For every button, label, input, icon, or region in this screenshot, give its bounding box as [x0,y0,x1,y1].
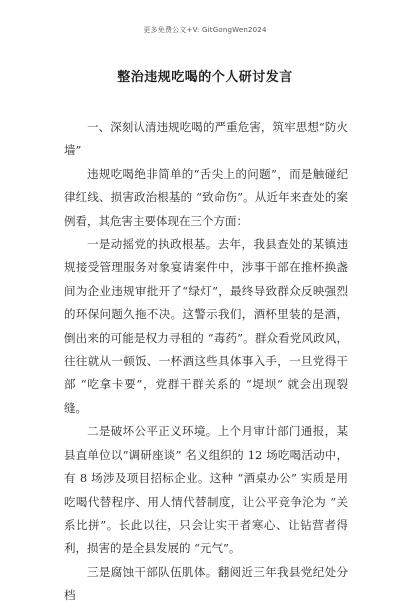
header-note: 更多免费公文+V: GitGongWen2024 [143,26,267,34]
paragraph: 一是动摇党的执政根基。去年，我县查处的某镇违规接受管理服务对象宴请案件中，涉事干部在推杯换盏间为企业违规审批开了“绿灯”，最终导致群众反映强烈的环保问题久拖不决。这警示我们，酒杯里装的是酒，倒出来的可能是权力寻租的 “毒药”。群众看党风政风，往往就从一顿饭、一杯酒这些具体事入手，一旦党得干部 “吃拿卡要”，党群干群关系的 “堤坝” 就会出现裂缝。 [64,237,348,415]
section-heading: 一、深刻认清违规吃喝的严重危害，筑牢思想“防火墙” [64,120,348,158]
document-body [64,116,348,608]
page-title: 整治违规吃喝的个人研讨发言 [117,70,293,85]
paragraph: 二是破坏公平正义环境。上个月审计部门通报，某县直单位以“调研座谈” 名义组织的 12 场吃喝活动中，有 8 场涉及项目招标企业。这种 “酒桌办公” 实质是用吃喝代替程序、用人情代替制度，让公平竞争沦为 “关系比拼”。长此以往，只会让实干者寒心、让钻营者得利，损害的是全县发展的 “元气”。 [64,424,348,556]
paragraph: 三是腐蚀干部队伍肌体。翻阅近三年我县党纪处分档 [64,564,348,603]
paragraph: 违规吃喝绝非简单的“舌尖上的问题”，而是触碰纪律红线、损害政治根基的 “致命伤”。从近年来查处的案例看，其危害主要体现在三个方面： [64,166,348,228]
